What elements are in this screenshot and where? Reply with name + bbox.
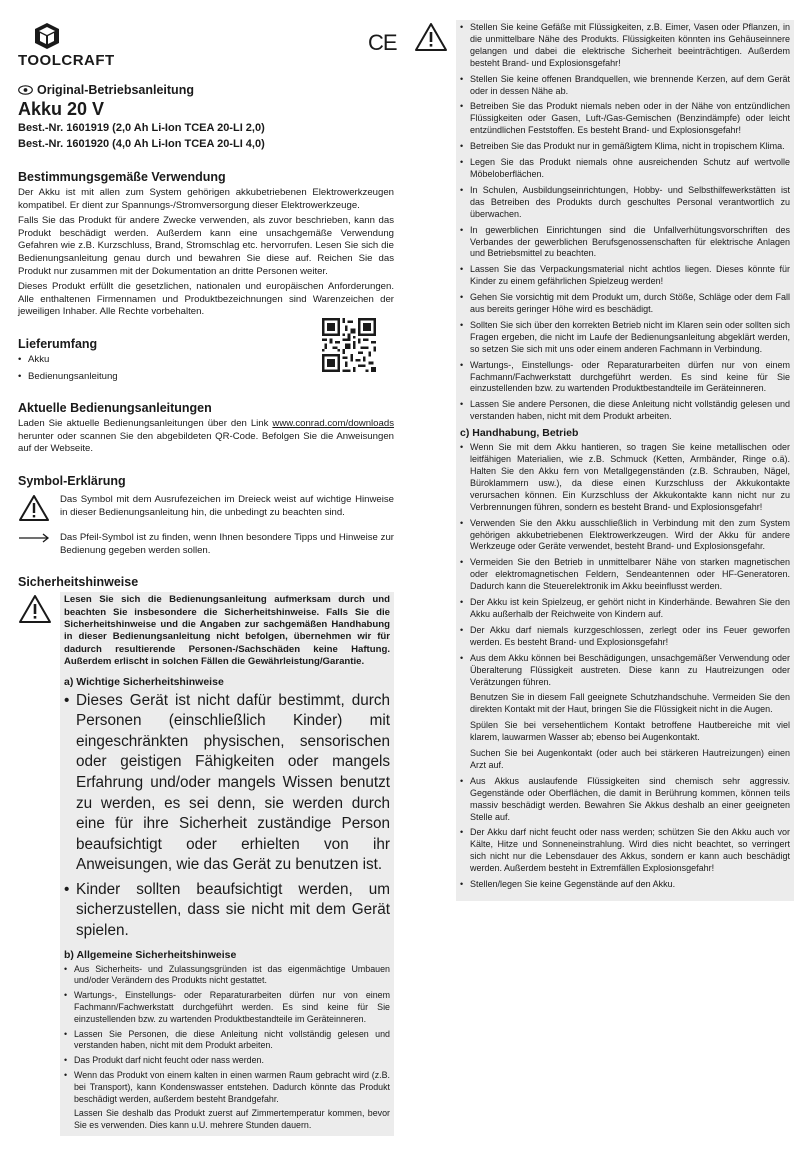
- brand-logo: [18, 22, 128, 69]
- safety-body: [60, 592, 394, 1136]
- safety-continued-section: [414, 20, 794, 901]
- order-number-1: Best.-Nr. 1601919 (2,0 Ah Li-Ion TCEA 20-LI 2,0): [18, 122, 265, 134]
- warning-triangle-icon: [414, 22, 448, 52]
- list-item: • Gehen Sie vorsichtig mit dem Produkt um, durch Stöße, Schläge oder dem Fall aus bereits geringer Höhe wird es beschädigt.: [460, 292, 790, 316]
- left-column: [18, 22, 397, 1136]
- warning-symbol-row: [18, 494, 394, 522]
- list-item: • Dieses Gerät ist nicht dafür bestimmt, durch Personen (einschließlich Kinder) mit eingeschränkten physischen, sensorischen oder geistigen Fähigkeiten oder mangels Erfahrung und/oder mangels Wissen benutzt zu werden, es sei denn, sie werden durch eine für ihre Sicherheit zuständige Person beaufsichtigt oder erhielten von ihr Anweisungen, wie das Gerät zu benutzen ist.: [64, 691, 390, 876]
- symbols-heading: Symbol-Erklärung: [18, 473, 126, 488]
- list-item: • Der Akku darf niemals kurzgeschlossen, zerlegt oder ins Feuer geworfen werden. Es besteht Brand- und Explosionsgefahr!: [460, 625, 790, 649]
- manuals-text-before: Laden Sie aktuelle Bedienungsanleitungen über den Link: [18, 418, 273, 430]
- general-safety-continuation: Lassen Sie deshalb das Produkt zuerst auf Zimmertemperatur kommen, bevor Sie es verwenden. Dies kann u.U. mehrere Stunden dauern.: [74, 1108, 390, 1131]
- list-item: • Legen Sie das Produkt niemals ohne ausreichenden Schutz auf wertvolle Möbeloberflächen.: [460, 157, 790, 181]
- important-safety-list: [64, 691, 390, 942]
- delivery-item: • Akku: [18, 354, 394, 367]
- list-item: • Betreiben Sie das Produkt nur in gemäßigtem Klima, nicht in tropischem Klima.: [460, 141, 790, 153]
- arrow-right-icon: [18, 532, 50, 544]
- list-item: • Wenn das Produkt von einem kalten in einen warmen Raum gebracht wird (z.B. bei Transport), kann Kondenswasser entstehen. Dadurch könnte das Produkt beschädigt werden, außerdem besteht Brandgefahr.: [64, 1070, 390, 1105]
- safety-intro: Lesen Sie sich die Bedienungsanleitung aufmerksam durch und beachten Sie insbesondere die Sicherheitshinweise. Falls Sie die Sicherheitshinweise und die Angaben zur sachgemäßen Handhabung in dieser Bedienungsanleitung nicht befolgen, übernehmen wir für dadurch resultierende Personen-/Sachschäden keine Haftung. Außerdem erlischt in solchen Fällen die Gewährleistung/Garantie.: [64, 594, 390, 668]
- intended-use-p1: Der Akku ist mit allen zum System gehörigen akkubetriebenen Elektrowerkzeugen kompatibel. Er dient zur Spannungs-/Stromversorgung dieser Elektrowerkzeuge.: [18, 187, 394, 211]
- list-item: • Der Akku darf nicht feucht oder nass werden; schützen Sie den Akku auch vor Kälte, Hitze und Sonneneinstrahlung. Wird dies nicht beachtet, so verringert sich nicht nur die Lebensdauer des Akkus, sondern er kann auch beschädigt werden. Außerdem besteht in Extremfällen Explosionsgefahr!: [460, 827, 790, 875]
- handling-sub-paragraph: Benutzen Sie in diesem Fall geeignete Schutzhandschuhe. Vermeiden Sie den direkten Kontakt mit der Haut, bringen Sie die Flüssigkeit nicht in die Augen.: [470, 692, 790, 715]
- list-item: • Das Produkt darf nicht feucht oder nass werden.: [64, 1055, 390, 1067]
- eye-icon: [18, 85, 33, 95]
- delivery-heading: Lieferumfang: [18, 336, 98, 351]
- arrow-symbol-row: [18, 532, 394, 557]
- list-item: • Wartungs-, Einstellungs- oder Reparaturarbeiten dürfen nur von einem Fachmann/Fachwerkstatt durchgeführt werden. Es sind keine für Sie einzustellenden bzw. zu wartenden Produktbestandteile im Geräteinneren.: [64, 990, 390, 1025]
- manuals-text: [18, 418, 394, 456]
- list-item: • Stellen Sie keine Gefäße mit Flüssigkeiten, z.B. Eimer, Vasen oder Pflanzen, in die unmittelbare Nähe des Produkts. Flüssigkeiten könnten ins Gehäuseinnere gelangen und dabei die elektrische Sicherheit beeinträchtigen. Außerdem besteht Brand- und Explosionsgefahr!: [460, 22, 790, 70]
- general-safety-heading: b) Allgemeine Sicherheitshinweise: [64, 948, 237, 961]
- arrow-symbol-text: Das Pfeil-Symbol ist zu finden, wenn Ihnen besondere Tipps und Hinweise zur Bedienung gegeben werden sollen.: [60, 531, 394, 556]
- list-item: • Lassen Sie das Verpackungsmaterial nicht achtlos liegen. Dieses könnte für Kinder zu einem gefährlichen Spielzeug werden!: [460, 264, 790, 288]
- general-safety-list: [64, 964, 390, 1106]
- right-icon-column: [414, 20, 448, 901]
- right-column: [414, 20, 794, 901]
- handling-sub-paragraph: Spülen Sie bei versehentlichem Kontakt betroffene Hautbereiche mit viel klarem, lauwarmen Wasser ab; ebenso bei Augenkontakt.: [470, 720, 790, 743]
- list-item: • Aus Akkus auslaufende Flüssigkeiten sind chemisch sehr aggressiv. Gegenstände oder Oberflächen, die damit in Berührung kommen, können teils massiv beschädigt werden. Bewahren Sie Akkus deshalb an einer geeigneten Stelle auf.: [460, 776, 790, 824]
- general-safety-list-continued: [460, 22, 790, 423]
- delivery-item: • Bedienungsanleitung: [18, 371, 394, 384]
- intended-use-heading: Bestimmungsgemäße Verwendung: [18, 170, 226, 184]
- list-item: • Kinder sollten beaufsichtigt werden, um sicherzustellen, dass sie nicht mit dem Gerät spielen.: [64, 880, 390, 942]
- list-item: • Betreiben Sie das Produkt niemals neben oder in der Nähe von entzündlichen Flüssigkeiten oder Gasen, Luft-/Gas-Gemischen (Benzindämpfe) oder leicht entzündlichen Feststoffen. Es besteht Brand- und Explosionsgefahr!: [460, 101, 790, 137]
- page-title: Akku 20 V: [18, 99, 105, 119]
- doc-type-label: Original-Betriebsanleitung: [37, 83, 194, 97]
- handling-list: [460, 442, 790, 688]
- handling-sub-paragraph: Suchen Sie bei Augenkontakt (oder auch bei stärkeren Hautreizungen) einen Arzt auf.: [470, 748, 790, 770]
- list-item: • Der Akku ist kein Spielzeug, er gehört nicht in Kinderhände. Bewahren Sie den Akku außerhalb der Reichweite von Kindern auf.: [460, 597, 790, 621]
- list-item: • Aus Sicherheits- und Zulassungsgründen ist das eigenmächtige Umbauen und/oder Verändern des Produkts nicht gestattet.: [64, 964, 390, 988]
- warning-symbol-text: Das Symbol mit dem Ausrufezeichen im Dreieck weist auf wichtige Hinweise in dieser Bedienungsanleitung hin, die unbedingt zu beachten sind.: [60, 493, 394, 518]
- manuals-text-after: herunter oder scannen Sie den abgebildeten QR-Code. Befolgen Sie die Anweisungen auf der Webseite.: [18, 430, 394, 455]
- handling-list-2: [460, 776, 790, 891]
- qr-code-icon[interactable]: [322, 318, 376, 372]
- list-item: • Wenn Sie mit dem Akku hantieren, so tragen Sie keine metallischen oder leitfähigen Materialien, wie z.B. Schmuck (Ketten, Armbänder, Ringe o.ä). Halten Sie den Akku fern von Metallgegenständen (z.B. Schrauben, Nägel, Büroklammern usw.), da diese einen Kurzschluss der Akkukontakte verursachen können. Ein Kurzschluss der Akkukontakte kann nicht nur zu Verbrennungen führen, sondern es besteht Brand- und Explosionsgefahr!: [460, 442, 790, 513]
- warning-triangle-icon: [18, 594, 52, 624]
- list-item: • Vermeiden Sie den Betrieb in unmittelbarer Nähe von starken magnetischen oder elektromagnetischen Feldern, Sendeantennen oder HF-Generatoren. Dadurch kann die Steuerelektronik im Akku beeinflusst werden.: [460, 557, 790, 593]
- list-item: • In gewerblichen Einrichtungen sind die Unfallverhütungsvorschriften des Verbandes der gewerblichen Berufsgenossenschaften für elektrische Anlagen und Betriebsmittel zu beachten.: [460, 225, 790, 261]
- list-item: • Sollten Sie sich über den korrekten Betrieb nicht im Klaren sein oder sollten sich Fragen ergeben, die nicht im Laufe der Bedienungsanleitung abgeklärt werden, so setzen Sie sich mit uns oder einem anderen Fachmann in Verbindung.: [460, 320, 790, 356]
- manuals-heading: Aktuelle Bedienungsanleitungen: [18, 401, 212, 416]
- list-item: • Lassen Sie Personen, die diese Anleitung nicht vollständig gelesen und verstanden haben, nicht mit dem Produkt arbeiten.: [64, 1029, 390, 1053]
- order-number-2: Best.-Nr. 1601920 (4,0 Ah Li-Ion TCEA 20-LI 4,0): [18, 138, 265, 150]
- list-item: • Verwenden Sie den Akku ausschließlich in Verbindung mit den zum System gehörigen akkubetriebenen Elektrowerkzeugen. Wird der Akku für andere Werkzeuge oder Geräte verwendet, besteht Brand- und Explosionsgefahr.: [460, 518, 790, 554]
- important-safety-heading: a) Wichtige Sicherheitshinweise: [64, 675, 224, 688]
- ce-mark: CE: [368, 30, 397, 55]
- list-item: • Aus dem Akku können bei Beschädigungen, unsachgemäßer Verwendung oder Überalterung Flüssigkeit austreten. Diese kann zu Hautreizungen oder Verätzungen führen.: [460, 653, 790, 689]
- intended-use-p3: Dieses Produkt erfüllt die gesetzlichen, nationalen und europäischen Anforderungen. Alle enthaltenen Firmennamen und Produktbezeichnungen sind Warenzeichen der jeweiligen Inhaber. Alle Rechte vorbehalten.: [18, 281, 394, 318]
- list-item: • Lassen Sie andere Personen, die diese Anleitung nicht vollständig gelesen und verstanden haben, nicht mit dem Produkt arbeiten.: [460, 399, 790, 423]
- brand-name: TOOLCRAFT: [18, 52, 115, 69]
- safety-section: [18, 592, 394, 1136]
- intended-use-p2: Falls Sie das Produkt für andere Zwecke verwenden, als zuvor beschrieben, kann das Produkt beschädigt werden. Außerdem kann eine unsachgemäße Verwendung Gefahren wie z.B. Kurzschluss, Brand, Stromschlag etc. hervorrufen. Lesen Sie sich die Bedienungsanleitung genau durch und bewahren Sie diese auf. Reichen Sie das Produkt nur zusammen mit der Dokumentation an dritte Personen weiter.: [18, 215, 394, 277]
- toolcraft-logo-icon: [33, 22, 61, 50]
- handling-heading: c) Handhabung, Betrieb: [460, 427, 579, 440]
- list-item: • Stellen Sie keine offenen Brandquellen, wie brennende Kerzen, auf dem Gerät oder in dessen Nähe ab.: [460, 74, 790, 98]
- list-item: • Stellen/legen Sie keine Gegenstände auf den Akku.: [460, 879, 790, 891]
- right-body: [456, 20, 794, 901]
- safety-icon-column: [18, 592, 52, 1136]
- safety-heading: Sicherheitshinweise: [18, 575, 139, 590]
- warning-triangle-icon: [18, 494, 50, 522]
- list-item: • In Schulen, Ausbildungseinrichtungen, Hobby- und Selbsthilfewerkstätten ist das Betreiben des Produkts durch geschultes Personal verantwortlich zu überwachen.: [460, 185, 790, 221]
- doc-type: [18, 83, 394, 97]
- list-item: • Wartungs-, Einstellungs- oder Reparaturarbeiten dürfen nur von einem Fachmann/Fachwerkstatt durchgeführt werden. Es sind keine für Sie einzustellenden bzw. zu wartenden Produktbestandteile im Geräteinneren.: [460, 360, 790, 396]
- downloads-link[interactable]: www.conrad.com/downloads: [272, 418, 394, 430]
